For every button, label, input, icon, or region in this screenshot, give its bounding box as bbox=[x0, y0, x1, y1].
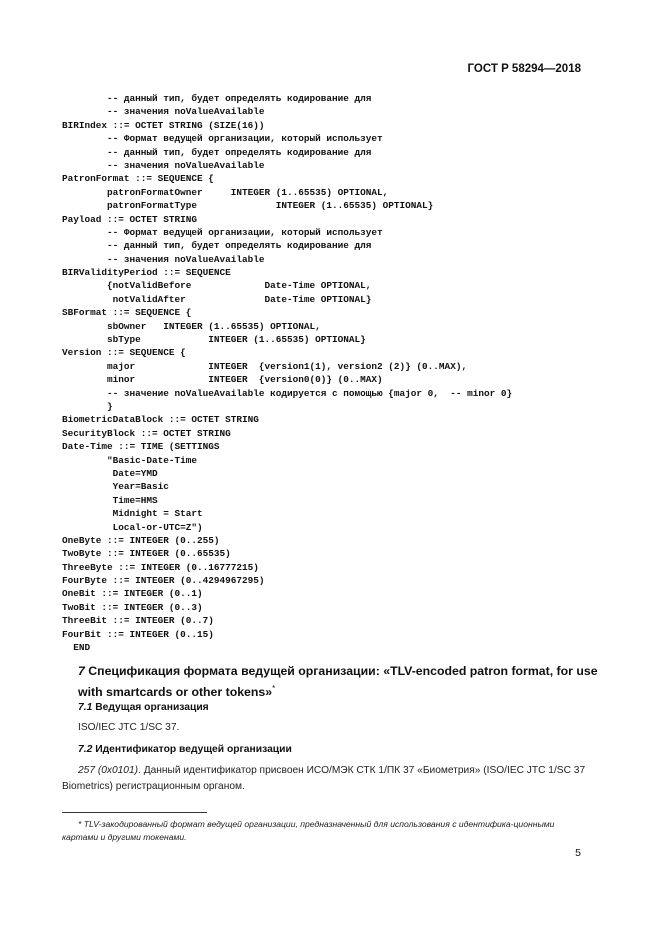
code-line: -- значения noValueAvailable bbox=[62, 106, 265, 118]
code-line: -- данный тип, будет определять кодирование для bbox=[62, 93, 372, 104]
code-line: Date=YMD bbox=[62, 467, 158, 479]
code-line: Date-Time ::= TIME (SETTINGS bbox=[62, 441, 220, 453]
code-line: BiometricDataBlock ::= OCTET STRING bbox=[62, 414, 259, 426]
section-7-1-title: Ведущая организация bbox=[95, 702, 209, 713]
code-line: "Basic-Date-Time bbox=[62, 454, 198, 466]
code-line: -- Формат ведущей организации, который использует bbox=[62, 133, 383, 145]
code-line: TwoBit ::= INTEGER (0..3) bbox=[62, 601, 203, 613]
patron-id-value: 257 (0x0101) bbox=[78, 765, 139, 776]
code-line: OneBit ::= INTEGER (0..1) bbox=[62, 588, 203, 600]
code-line: Payload ::= OCTET STRING bbox=[62, 213, 198, 225]
section-7-title: Спецификация формата ведущей организации: «TLV-encoded patron format, for use with smartcards or other tokens» bbox=[78, 664, 598, 700]
section-7-1-number: 7.1 bbox=[78, 702, 93, 713]
code-line: patronFormatOwner INTEGER (1..65535) OPTIONAL, bbox=[62, 186, 389, 198]
page-number: 5 bbox=[575, 847, 581, 859]
code-line: -- значения noValueAvailable bbox=[62, 159, 265, 171]
section-7-2-heading bbox=[78, 744, 292, 755]
code-line: BIRIndex ::= OCTET STRING (SIZE(16)) bbox=[62, 119, 265, 131]
code-line: SecurityBlock ::= OCTET STRING bbox=[62, 427, 231, 439]
code-line: sbOwner INTEGER (1..65535) OPTIONAL, bbox=[62, 320, 321, 332]
code-line: sbType INTEGER (1..65535) OPTIONAL} bbox=[62, 334, 366, 346]
footnote-divider bbox=[62, 812, 207, 813]
section-7-1-heading bbox=[78, 702, 209, 713]
code-line: PatronFormat ::= SEQUENCE { bbox=[62, 173, 214, 185]
code-line: Year=Basic bbox=[62, 481, 169, 493]
section-7-2-text bbox=[62, 763, 588, 795]
code-line: -- Формат ведущей организации, который использует bbox=[62, 226, 383, 238]
code-line: BIRValidityPeriod ::= SEQUENCE bbox=[62, 267, 231, 279]
section-7-2-body: . Данный идентификатор присвоен ИСО/МЭК СТК 1/ПК 37 «Биометрия» (ISO/IEC JTC 1/SC 37 Biometrics) регистрационным органом. bbox=[62, 765, 586, 792]
section-7-1-text: ISO/IEC JTC 1/SC 37. bbox=[78, 722, 180, 733]
code-line: Midnight = Start bbox=[62, 508, 203, 520]
footnote: * TLV-закодированный формат ведущей организации, предназначенный для использования с идентифика-ционными картами и другими токенами. bbox=[62, 819, 555, 842]
code-line: patronFormatType INTEGER (1..65535) OPTIONAL} bbox=[62, 200, 434, 212]
code-line: -- данный тип, будет определять кодирование для bbox=[62, 146, 372, 158]
code-line: SBFormat ::= SEQUENCE { bbox=[62, 307, 192, 319]
asn1-code-block bbox=[62, 92, 602, 654]
footnote-mark: * bbox=[272, 684, 276, 693]
section-7-number: 7 bbox=[78, 664, 85, 678]
code-line: ThreeByte ::= INTEGER (0..16777215) bbox=[62, 561, 259, 573]
code-line: FourBit ::= INTEGER (0..15) bbox=[62, 628, 214, 640]
code-line: -- значения noValueAvailable bbox=[62, 253, 265, 265]
code-line: OneByte ::= INTEGER (0..255) bbox=[62, 534, 220, 546]
code-line: Local-or-UTC=Z") bbox=[62, 521, 203, 533]
code-line: FourByte ::= INTEGER (0..4294967295) bbox=[62, 575, 265, 587]
code-line: Time=HMS bbox=[62, 494, 158, 506]
code-line: ThreeBit ::= INTEGER (0..7) bbox=[62, 615, 214, 627]
code-line: minor INTEGER {version0(0)} (0..MAX) bbox=[62, 374, 383, 386]
section-7-2-number: 7.2 bbox=[78, 744, 93, 755]
code-line: TwoByte ::= INTEGER (0..65535) bbox=[62, 548, 231, 560]
standard-designation: ГОСТ Р 58294—2018 bbox=[467, 63, 581, 75]
code-line: END bbox=[62, 642, 91, 654]
section-7-2-title: Идентификатор ведущей организации bbox=[95, 744, 292, 755]
code-line: Version ::= SEQUENCE { bbox=[62, 347, 186, 359]
code-line: -- данный тип, будет определять кодирование для bbox=[62, 240, 372, 252]
code-line: {notValidBefore Date-Time OPTIONAL, bbox=[62, 280, 372, 292]
code-line: } bbox=[62, 400, 113, 412]
section-7-heading bbox=[78, 663, 598, 701]
code-line: notValidAfter Date-Time OPTIONAL} bbox=[62, 293, 372, 305]
code-line: -- значение noValueAvailable кодируется с помощью {major 0, -- minor 0} bbox=[62, 387, 513, 399]
code-line: major INTEGER {version1(1), version2 (2)} (0..MAX), bbox=[62, 360, 468, 372]
